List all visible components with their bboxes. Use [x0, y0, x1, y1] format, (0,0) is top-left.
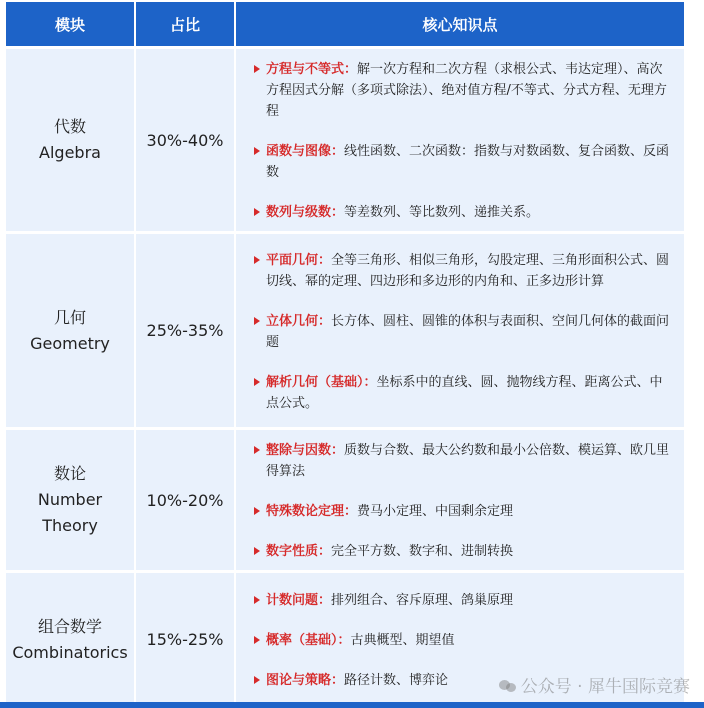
knowledge-point [254, 372, 674, 414]
point-desc: 线性函数、二次函数：指数与对数函数、复合函数、反函数 [266, 144, 670, 180]
point-desc: 质数与合数、最大公约数和最小公倍数、模运算、欧几里得算法 [266, 443, 670, 479]
module-cell [6, 427, 136, 570]
point-desc: 长方体、圆柱、圆锥的体积与表面积、空间几何体的截面问题 [266, 313, 670, 350]
bottom-bar [0, 702, 704, 708]
bullet-arrow-icon [254, 65, 260, 73]
point-title: 平面几何： [266, 252, 332, 268]
module-name-en: Number [37, 490, 103, 509]
point-desc: 解一次方程和二次方程（求根公式、韦达定理）、高次方程因式分解（多项式除法）、绝对值方程/不等式、分式方程、无理方程 [266, 62, 667, 119]
module-name-en: Theory [42, 516, 98, 535]
point-desc: 完全平方数、数字和、进制转换 [331, 544, 514, 559]
bullet-arrow-icon [254, 147, 260, 155]
point-title: 方程与不等式： [266, 62, 358, 77]
point-title: 计数问题： [266, 593, 332, 608]
point-title: 函数与图像： [266, 144, 345, 159]
bullet-arrow-icon [254, 676, 260, 684]
module-name-en: Combinatorics [12, 642, 128, 662]
point-desc: 坐标系中的直线、圆、抛物线方程、距离公式、中点公式。 [266, 374, 663, 411]
point-title: 图论与策略： [266, 673, 345, 688]
point-title: 概率（基础）： [266, 633, 351, 648]
ratio-cell: 25%-35% [136, 231, 236, 427]
knowledge-point [254, 59, 674, 122]
header-ratio: 占比 [136, 2, 236, 46]
point-desc: 古典概型、期望值 [350, 633, 455, 648]
wechat-icon [499, 678, 517, 694]
module-name-en: Geometry [30, 333, 110, 353]
ratio-cell: 10%-20% [136, 427, 236, 570]
point-desc: 费马小定理、中国剩余定理 [357, 504, 514, 519]
bullet-arrow-icon [254, 596, 260, 604]
table-row-geometry [6, 231, 684, 427]
header-module: 模块 [6, 2, 136, 46]
bullet-arrow-icon [254, 208, 260, 216]
knowledge-point [254, 202, 674, 223]
knowledge-point [254, 541, 674, 562]
bullet-arrow-icon [254, 636, 260, 644]
bullet-arrow-icon [254, 256, 260, 264]
watermark-text: 公众号 · 犀牛国际竞赛 [520, 677, 690, 697]
header-row [6, 2, 684, 46]
module-name-cn: 几何 [53, 307, 86, 327]
point-title: 数列与级数： [266, 205, 345, 220]
knowledge-point [254, 141, 674, 183]
point-desc: 等差数列、等比数列、递推关系。 [344, 205, 540, 220]
point-title: 整除与因数： [266, 443, 345, 458]
module-name-cn: 代数 [53, 117, 86, 136]
module-cell [6, 46, 136, 231]
module-name-cn: 数论 [53, 464, 86, 483]
module-name-cn: 组合数学 [37, 616, 102, 636]
ratio-cell: 30%-40% [136, 46, 236, 231]
table-row-algebra [6, 46, 684, 231]
knowledge-point [254, 440, 674, 482]
knowledge-point [254, 630, 674, 651]
point-title: 立体几何： [266, 313, 332, 329]
bullet-arrow-icon [254, 378, 260, 386]
curriculum-table [6, 2, 684, 706]
point-title: 解析几何（基础）： [266, 374, 377, 390]
module-cell [6, 570, 136, 706]
knowledge-cell [236, 46, 684, 231]
watermark [499, 672, 690, 697]
header-knowledge: 核心知识点 [236, 2, 684, 46]
knowledge-cell [236, 427, 684, 570]
table-row-number-theory [6, 427, 684, 570]
bullet-arrow-icon [254, 446, 260, 454]
bullet-arrow-icon [254, 507, 260, 515]
module-cell [6, 231, 136, 427]
point-title: 数字性质： [266, 544, 332, 559]
ratio-cell: 15%-25% [136, 570, 236, 706]
module-name-en: Algebra [39, 143, 101, 162]
point-desc: 路径计数、博弈论 [344, 673, 449, 688]
point-desc: 全等三角形、相似三角形，勾股定理、三角形面积公式、圆切线、幂的定理、四边形和多边形的内角和、正多边形计算 [266, 252, 670, 289]
knowledge-point [254, 311, 674, 353]
knowledge-point [254, 250, 674, 292]
point-desc: 排列组合、容斥原理、鸽巢原理 [331, 593, 514, 608]
knowledge-point [254, 501, 674, 522]
bullet-arrow-icon [254, 547, 260, 555]
point-title: 特殊数论定理： [266, 504, 358, 519]
knowledge-point [254, 590, 674, 611]
knowledge-cell [236, 231, 684, 427]
bullet-arrow-icon [254, 317, 260, 325]
